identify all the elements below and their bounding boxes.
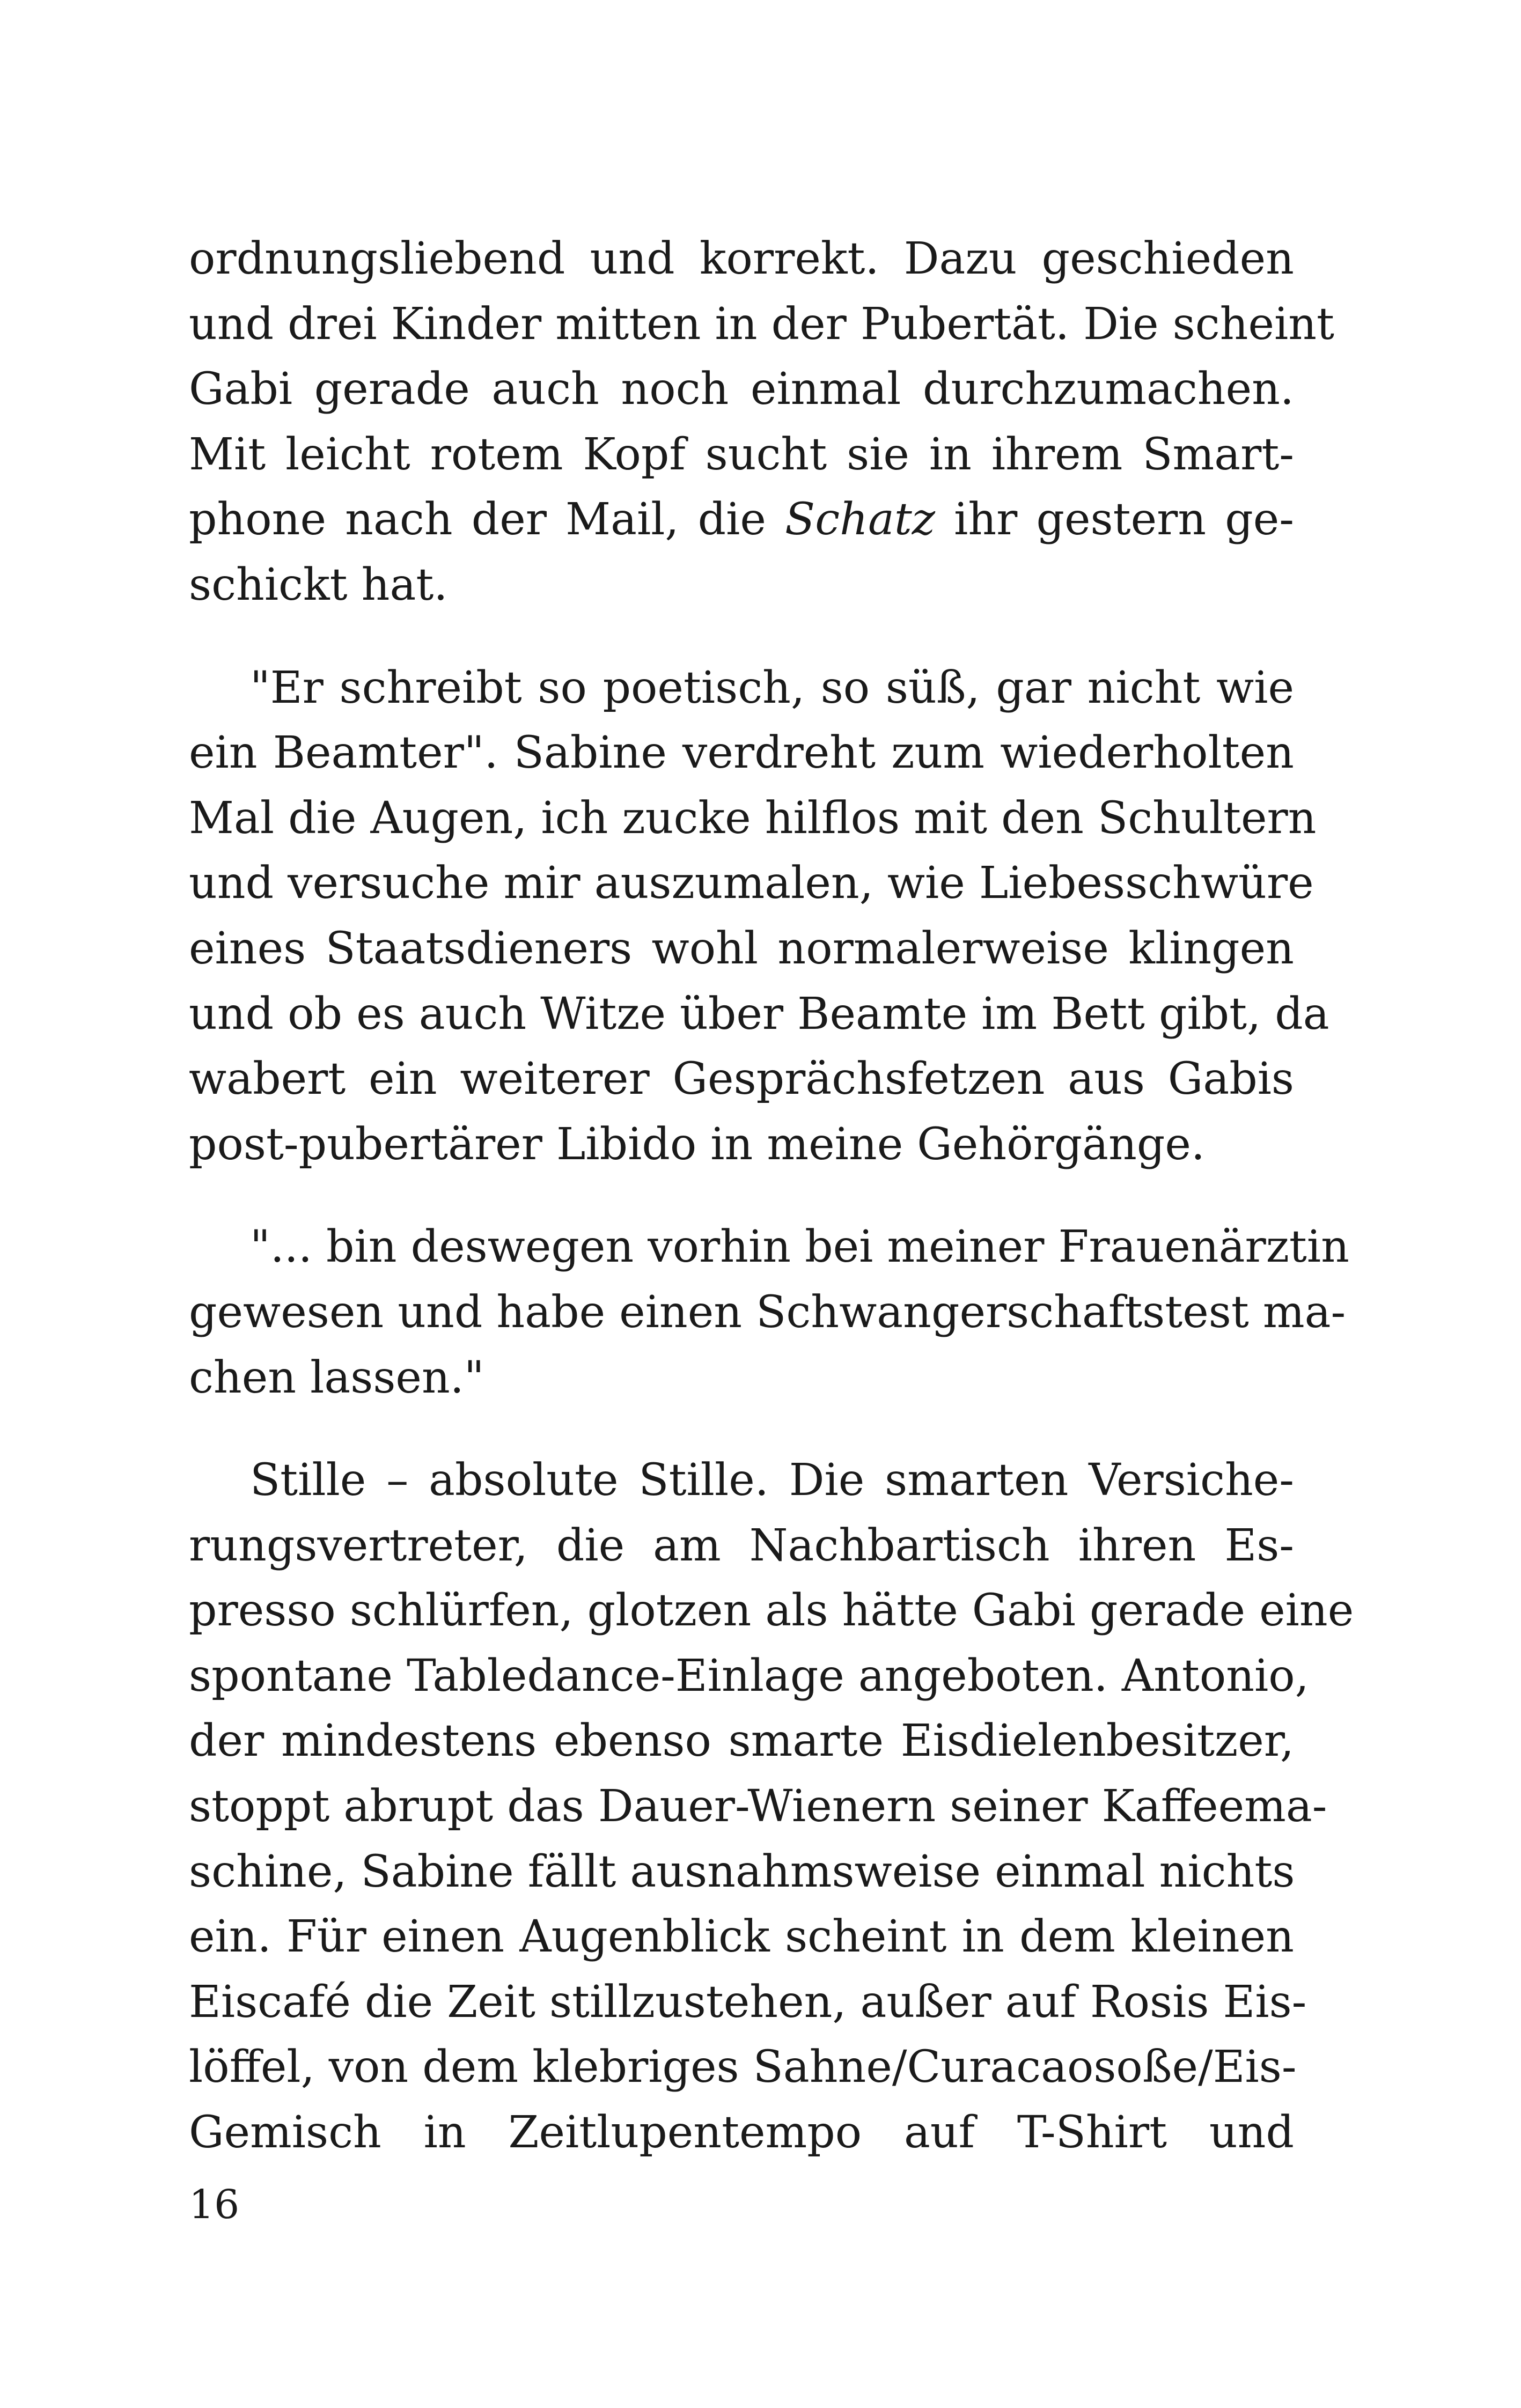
text-line — [189, 487, 1294, 553]
page-number: 16 — [189, 2182, 240, 2228]
text-line: "Er schreibt so poetisch, so süß, gar nicht wie — [250, 662, 1294, 713]
text-line: chen lassen." — [189, 1352, 484, 1403]
text-line: schickt hat. — [189, 559, 448, 610]
text-line: rungsvertreter, die am Nachbartisch ihren Es- — [189, 1520, 1294, 1571]
text-line: spontane Tabledance-Einlage angeboten. Antonio, — [189, 1650, 1309, 1702]
text-line: Mit leicht rotem Kopf sucht sie in ihrem Smart- — [189, 429, 1294, 480]
text-line: stoppt abrupt das Dauer-Wienern seiner Kaffeema- — [189, 1781, 1327, 1832]
body-text — [189, 226, 1354, 2166]
text-line: schine, Sabine fällt ausnahmsweise einmal nichts — [189, 1846, 1295, 1897]
text-run: ihr gestern ge- — [935, 494, 1294, 546]
text-line: post-pubertärer Libido in meine Gehörgänge. — [189, 1118, 1205, 1170]
text-line: Gabi gerade auch noch einmal durchzumachen. — [189, 364, 1294, 415]
text-line: löffel, von dem klebriges Sahne/Curacaosoße/Eis- — [189, 2042, 1297, 2093]
text-line: gewesen und habe einen Schwangerschaftstest ma- — [189, 1286, 1346, 1338]
text-line: wabert ein weiterer Gesprächsfetzen aus Gabis — [189, 1054, 1294, 1105]
paragraph — [189, 656, 1329, 1177]
text-line: eines Staatsdieners wohl normalerweise klingen — [189, 923, 1294, 974]
paragraph — [189, 1448, 1354, 2166]
text-line: der mindestens ebenso smarte Eisdielenbesitzer, — [189, 1715, 1294, 1767]
text-line: ordnungsliebend und korrekt. Dazu geschieden — [189, 233, 1294, 284]
text-line: ein Beamter". Sabine verdreht zum wiederholten — [189, 727, 1294, 779]
text-line: presso schlürfen, glotzen als hätte Gabi gerade eine — [189, 1585, 1354, 1637]
text-line: und ob es auch Witze über Beamte im Bett gibt, da — [189, 988, 1329, 1040]
text-line: und versuche mir auszumalen, wie Liebesschwüre — [189, 858, 1314, 909]
italic-word: Schatz — [785, 494, 935, 546]
text-line: Gemisch in Zeitlupentempo auf T-Shirt und — [189, 2107, 1294, 2159]
text-line: "... bin deswegen vorhin bei meiner Frauenärztin — [250, 1221, 1349, 1273]
text-line: Eiscafé die Zeit stillzustehen, außer auf Rosis Eis- — [189, 1976, 1307, 2028]
text-line: ein. Für einen Augenblick scheint in dem kleinen — [189, 1911, 1294, 1963]
text-run: phone nach der Mail, die — [189, 494, 785, 546]
text-line: Stille – absolute Stille. Die smarten Versiche- — [250, 1455, 1294, 1506]
paragraph — [189, 226, 1334, 618]
text-line: Mal die Augen, ich zucke hilflos mit den Schultern — [189, 792, 1317, 844]
text-line: und drei Kinder mitten in der Pubertät. Die scheint — [189, 298, 1334, 350]
paragraph — [189, 1214, 1349, 1410]
